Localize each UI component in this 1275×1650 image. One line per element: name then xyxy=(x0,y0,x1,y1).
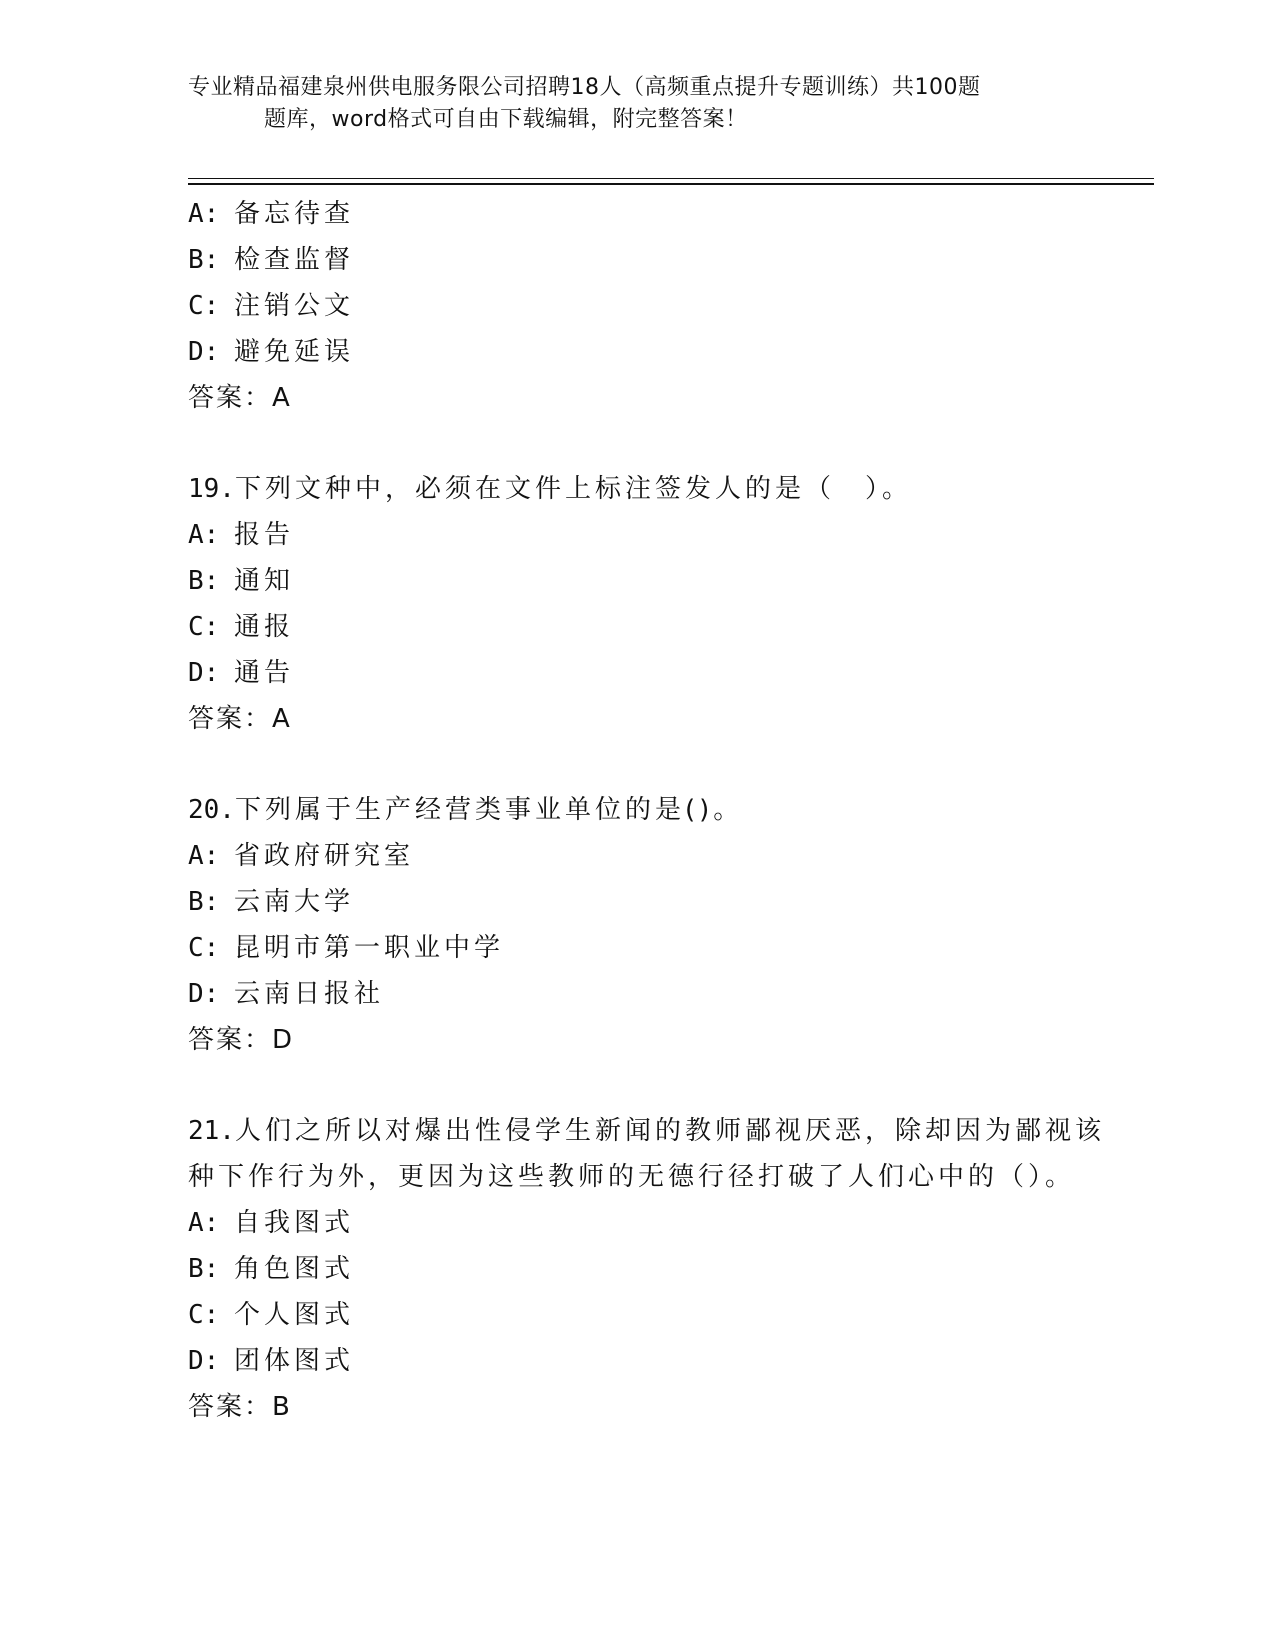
question-20 xyxy=(188,787,1088,1063)
header-divider-thin xyxy=(188,178,1154,179)
question-stem xyxy=(188,787,1088,833)
option-text: 团体图式 xyxy=(234,1346,355,1376)
option-b xyxy=(188,237,1088,283)
option-text: 角色图式 xyxy=(234,1254,355,1284)
option-letter: D: xyxy=(188,337,220,367)
question-number: 21. xyxy=(188,1116,235,1146)
question-text-line2: 种下作行为外，更因为这些教师的无德行径打破了人们心中的（）。 xyxy=(188,1162,1076,1192)
header-title-line1: 专业精品福建泉州供电服务限公司招聘18人（高频重点提升专题训练）共100题 xyxy=(188,75,981,100)
question-number: 20. xyxy=(188,795,235,825)
option-c xyxy=(188,283,1088,329)
option-letter: B: xyxy=(188,1254,220,1284)
option-c xyxy=(188,1292,1088,1338)
option-letter: B: xyxy=(188,245,220,275)
answer-line xyxy=(188,375,1088,421)
option-d xyxy=(188,971,1088,1017)
answer-value: A xyxy=(272,383,291,413)
header-divider-thick xyxy=(188,183,1154,185)
question-number: 19. xyxy=(188,474,235,504)
option-a xyxy=(188,191,1088,237)
option-letter: D: xyxy=(188,1346,220,1376)
option-letter: C: xyxy=(188,1300,220,1330)
answer-value: D xyxy=(272,1025,294,1055)
option-letter: C: xyxy=(188,291,220,321)
document-header xyxy=(188,72,1088,136)
option-letter: C: xyxy=(188,612,220,642)
option-text: 检查监督 xyxy=(234,245,355,275)
option-letter: C: xyxy=(188,933,220,963)
option-letter: A: xyxy=(188,199,220,229)
option-a xyxy=(188,833,1088,879)
option-letter: B: xyxy=(188,887,220,917)
option-letter: A: xyxy=(188,1208,220,1238)
option-text: 通知 xyxy=(234,566,295,596)
option-c xyxy=(188,604,1088,650)
option-d xyxy=(188,329,1088,375)
answer-value: A xyxy=(272,704,291,734)
answer-line xyxy=(188,696,1088,742)
option-text: 报告 xyxy=(234,520,295,550)
option-text: 自我图式 xyxy=(234,1208,355,1238)
question-21 xyxy=(188,1108,1105,1430)
option-letter: D: xyxy=(188,979,220,1009)
option-d xyxy=(188,650,1088,696)
question-19 xyxy=(188,466,1088,742)
option-text: 个人图式 xyxy=(234,1300,355,1330)
question-list xyxy=(188,191,1105,1430)
question-text: 下列属于生产经营类事业单位的是()。 xyxy=(234,795,744,825)
answer-label: 答案： xyxy=(188,1025,273,1055)
option-a xyxy=(188,1200,1088,1246)
header-title-line2: 题库，word格式可自由下载编辑，附完整答案！ xyxy=(264,107,748,132)
option-text: 昆明市第一职业中学 xyxy=(234,933,505,963)
answer-line xyxy=(188,1017,1088,1063)
option-text: 云南大学 xyxy=(234,887,355,917)
option-text: 通告 xyxy=(234,658,295,688)
option-letter: A: xyxy=(188,841,220,871)
question-text-line1: 人们之所以对爆出性侵学生新闻的教师鄙视厌恶，除却因为鄙视该 xyxy=(234,1116,1105,1146)
question-stem xyxy=(188,466,1088,512)
option-text: 省政府研究室 xyxy=(234,841,415,871)
question-18 xyxy=(188,191,1088,421)
option-text: 避免延误 xyxy=(234,337,355,367)
option-letter: D: xyxy=(188,658,220,688)
option-d xyxy=(188,1338,1088,1384)
option-letter: A: xyxy=(188,520,220,550)
option-a xyxy=(188,512,1088,558)
answer-line xyxy=(188,1384,1088,1430)
option-c xyxy=(188,925,1088,971)
option-text: 注销公文 xyxy=(234,291,355,321)
answer-label: 答案： xyxy=(188,704,273,734)
option-text: 备忘待查 xyxy=(234,199,355,229)
answer-label: 答案： xyxy=(188,1392,273,1422)
question-stem-continued xyxy=(188,1154,1088,1200)
question-text: 下列文种中，必须在文件上标注签发人的是（ ）。 xyxy=(234,474,912,504)
option-text: 通报 xyxy=(234,612,295,642)
answer-label: 答案： xyxy=(188,383,273,413)
option-b xyxy=(188,558,1088,604)
option-b xyxy=(188,879,1088,925)
option-b xyxy=(188,1246,1088,1292)
option-text: 云南日报社 xyxy=(234,979,385,1009)
option-letter: B: xyxy=(188,566,220,596)
answer-value: B xyxy=(272,1392,291,1422)
question-stem xyxy=(188,1108,1105,1154)
